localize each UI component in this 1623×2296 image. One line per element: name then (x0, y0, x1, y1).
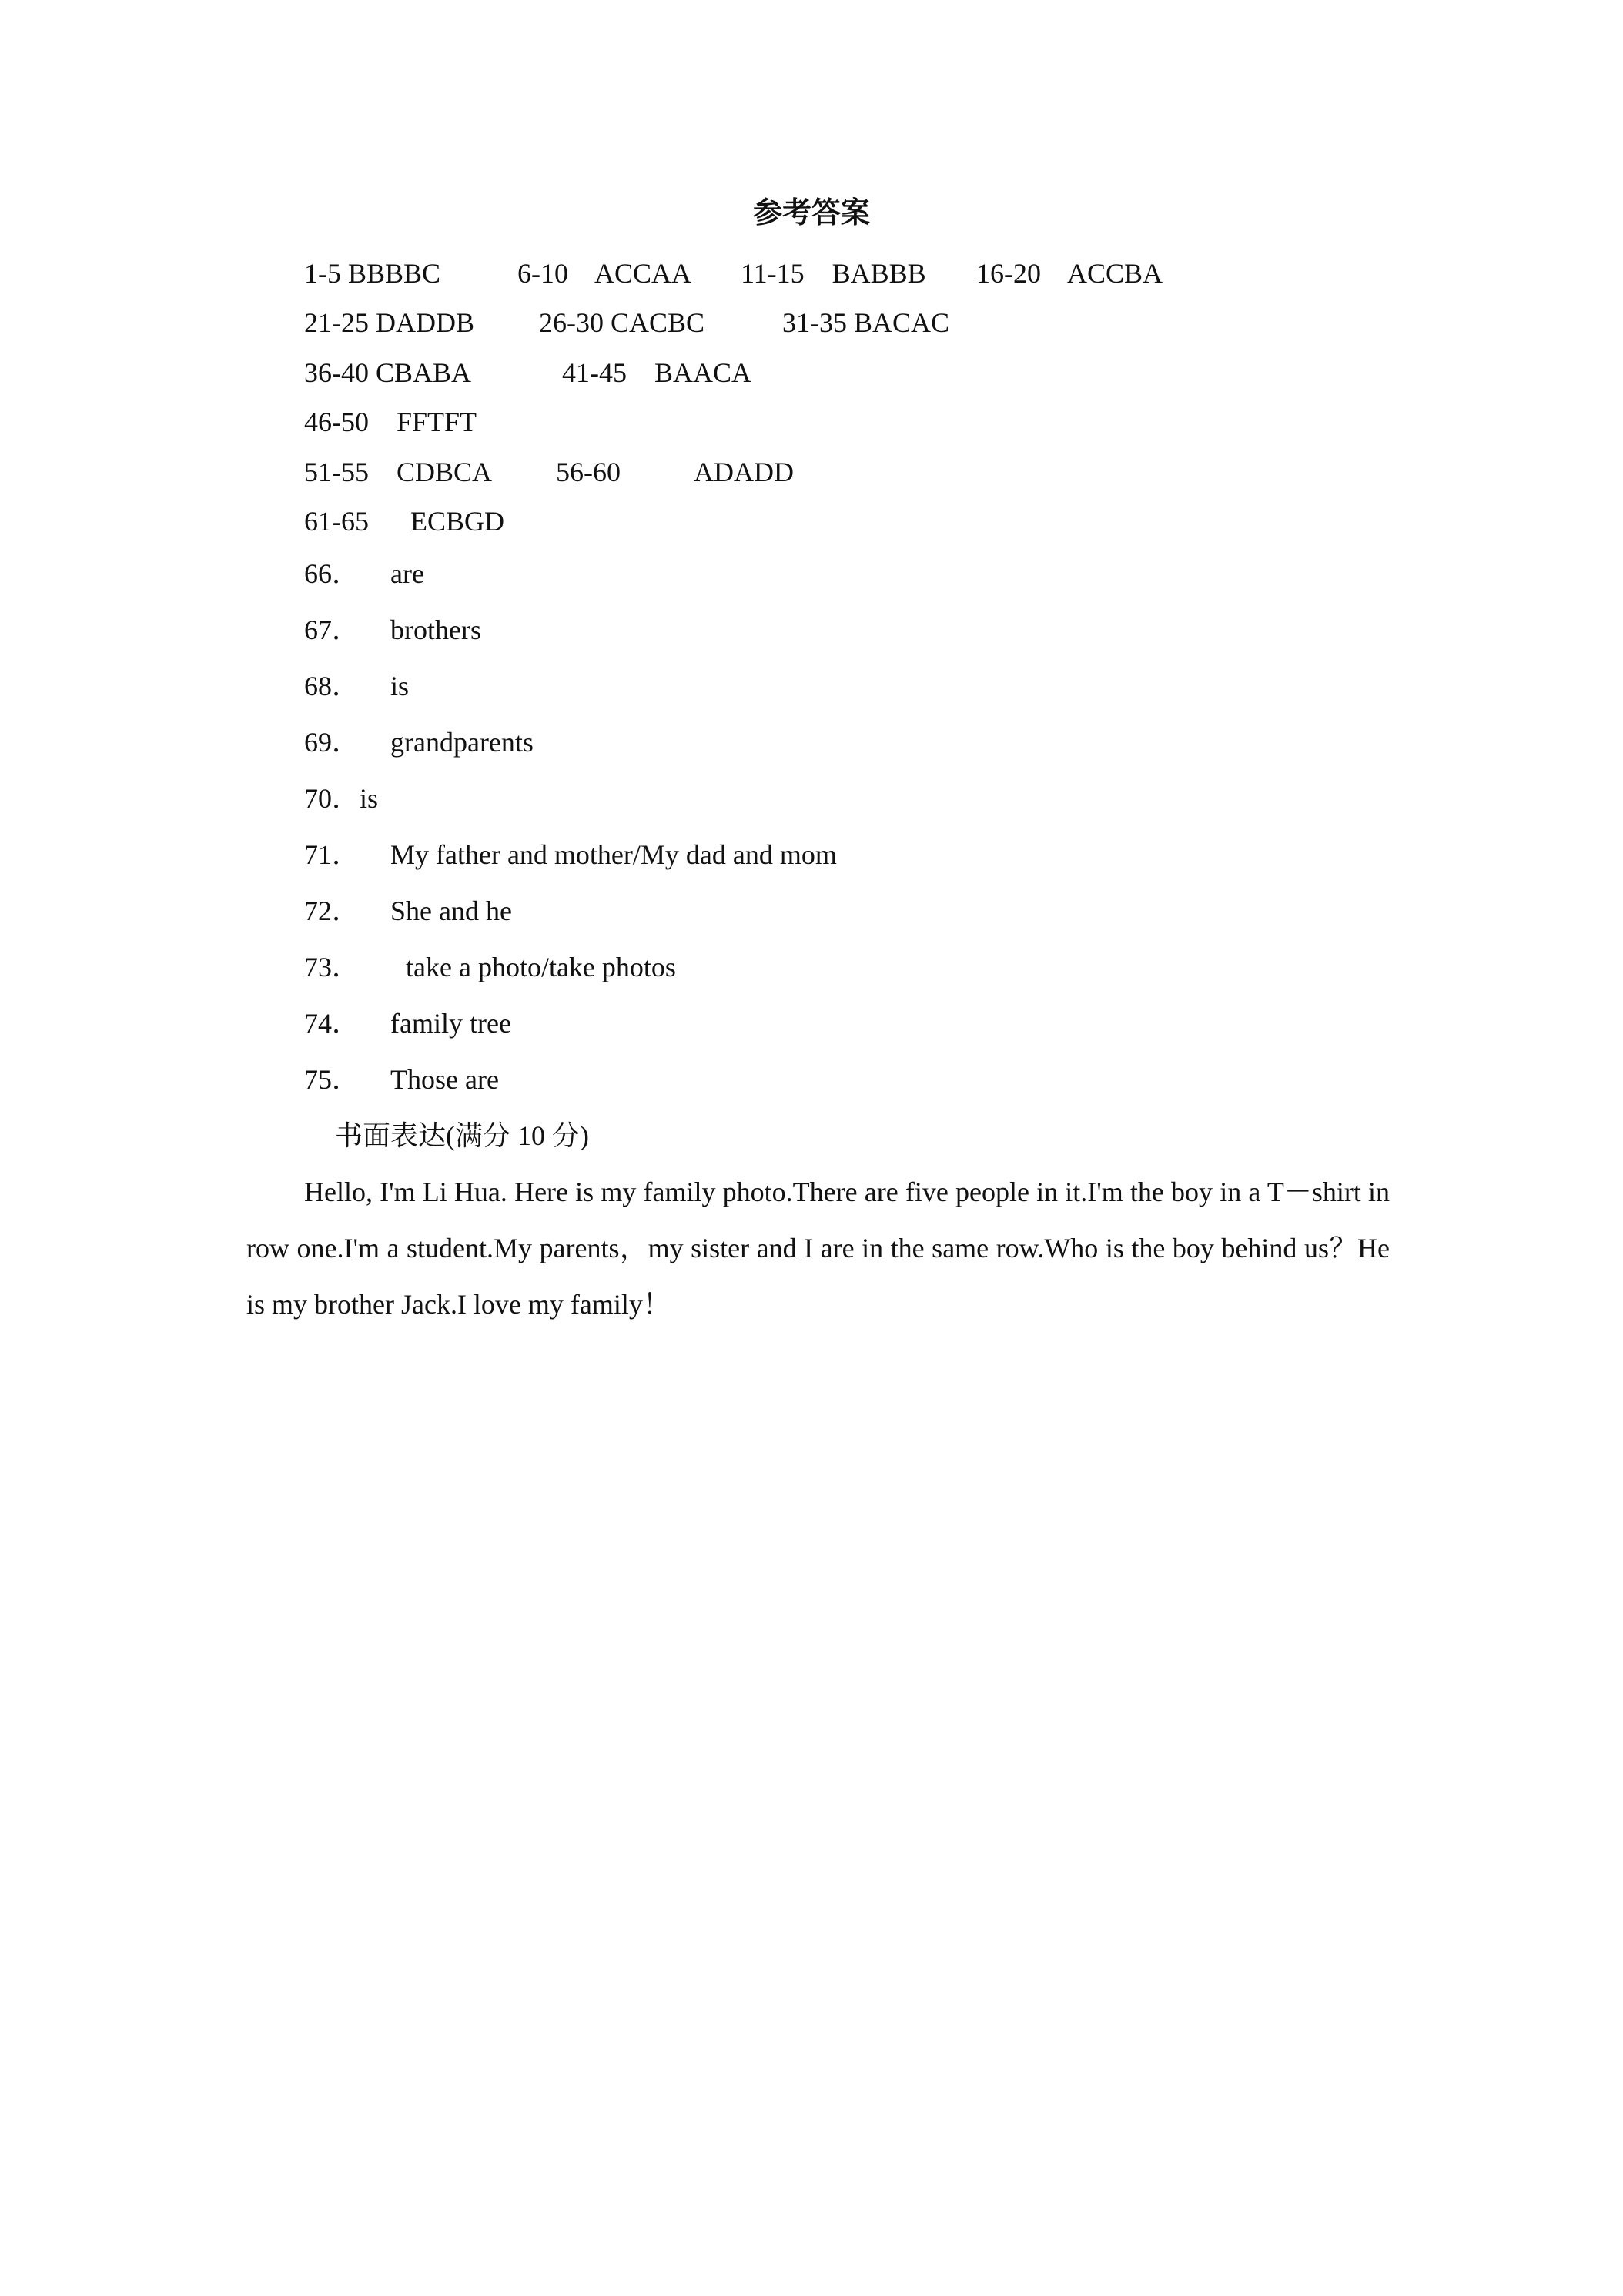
item-answer: She and he (390, 895, 512, 926)
item-number: 69． (304, 727, 360, 758)
page-title: 参考答案 (752, 197, 870, 229)
choice-group: 21-25 DADDB (304, 307, 474, 338)
item-number: 68． (304, 671, 360, 701)
choice-group: 56-60 (556, 457, 621, 487)
choice-group: 41-45 BAACA (562, 357, 752, 388)
item-answer: family tree (390, 1008, 511, 1039)
writing-heading: 书面表达(满分 10 分) (335, 1120, 589, 1151)
item-answer: My father and mother/My dad and mom (390, 839, 837, 870)
choice-group: 16-20 ACCBA (976, 258, 1163, 289)
writing-paragraph: Hello, I'm Li Hua. Here is my family photo.There are five people in it.I'm the boy in a T－shirt in row one.I'm a student.My parents，my sister and I are in the same row.Who is the boy behind us？He is my brother Jack.I love my family！ (246, 1176, 1390, 1320)
item-answer: take a photo/take photos (406, 952, 676, 982)
item-answer: Those are (390, 1064, 499, 1095)
item-number: 73． (304, 952, 360, 982)
item-number: 72． (304, 895, 360, 926)
choice-group: 26-30 CACBC (539, 307, 705, 338)
choice-group: 31-35 BACAC (782, 307, 950, 338)
choice-group: 11-15 BABBB (741, 258, 926, 289)
choice-group: 46-50 FFTFT (304, 407, 477, 437)
item-number: 67． (304, 614, 360, 645)
choice-group: 36-40 CBABA (304, 357, 472, 388)
item-answer: are (390, 558, 424, 589)
item-number: 75． (304, 1064, 360, 1095)
item-number: 74． (304, 1008, 360, 1039)
item-answer: brothers (390, 614, 481, 645)
choice-group: 1-5 BBBBC (304, 258, 441, 289)
item-number: 70．is (304, 783, 379, 814)
choice-group: ADADD (694, 457, 794, 487)
choice-group: 61-65 ECBGD (304, 506, 504, 537)
item-number: 71． (304, 839, 360, 870)
choice-group: 51-55 CDBCA (304, 457, 493, 487)
item-answer: is (390, 671, 410, 701)
item-answer: grandparents (390, 727, 534, 758)
choice-group: 6-10 ACCAA (517, 258, 692, 289)
item-number: 66． (304, 558, 360, 589)
